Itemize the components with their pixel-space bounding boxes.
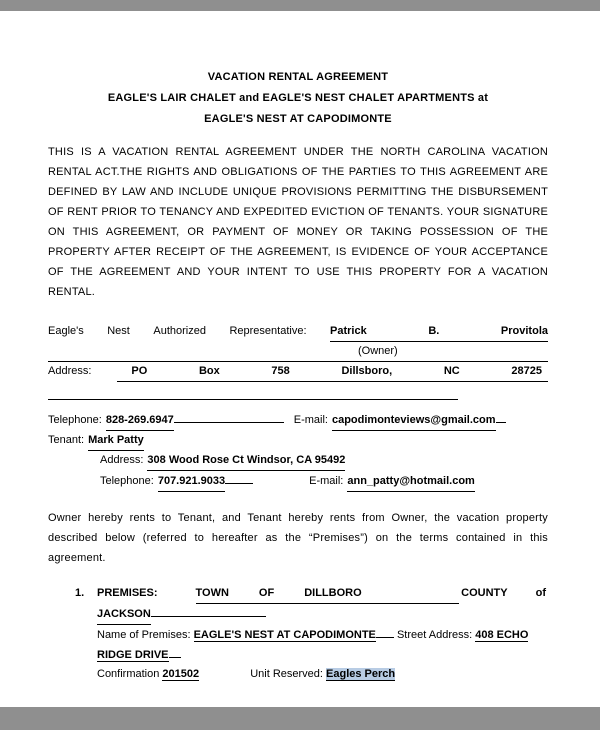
premises-county-value: JACKSON xyxy=(97,605,151,625)
tenant-name-value: Mark Patty xyxy=(88,431,144,451)
tenant-email-label: E-mail: xyxy=(309,475,344,487)
owner-caption-line xyxy=(48,342,548,362)
rents-paragraph: Owner hereby rents to Tenant, and Tenant hereby rents from Owner, the vacation property described below (referred to hereafter as the “Premises”) on the terms contained in this agreement. xyxy=(48,512,548,564)
doc-title-line-1: VACATION RENTAL AGREEMENT xyxy=(207,71,389,83)
document-page xyxy=(0,11,600,707)
premises-town-word: TOWN xyxy=(195,587,229,599)
premises-town-word: OF xyxy=(258,587,275,599)
owner-phone-value: 828-269.6947 xyxy=(106,411,174,431)
owner-phone-label: Telephone: xyxy=(48,414,102,426)
unit-reserved-label: Unit Reserved: xyxy=(250,668,323,680)
confirmation-value: 201502 xyxy=(162,668,200,680)
premises-name-value: EAGLE'S NEST AT CAPODIMONTE xyxy=(193,629,376,641)
premises-name-label: Name of Premises: xyxy=(97,629,191,641)
owner-rep-word: Nest xyxy=(107,325,130,337)
phone-blank-underline xyxy=(174,410,284,423)
owner-name-field xyxy=(330,322,548,342)
tenant-phone-value: 707.921.9033 xyxy=(158,472,225,492)
tenant-address-line xyxy=(100,451,548,471)
unit-reserved-value: Eagles Perch xyxy=(326,668,396,680)
owner-address-word: 28725 xyxy=(511,365,542,377)
owner-address-field xyxy=(117,362,548,382)
premises-town-word: DILLBORO xyxy=(304,587,362,599)
premises-town-field xyxy=(196,584,460,604)
premises-county-label: COUNTY xyxy=(461,587,508,599)
tenant-phone-label: Telephone: xyxy=(100,475,154,487)
owner-address-word: Dillsboro, xyxy=(341,365,393,377)
tenant-address-label: Address: xyxy=(100,454,144,466)
intro-paragraph: THIS IS A VACATION RENTAL AGREEMENT UNDER THE NORTH CAROLINA VACATION RENTAL ACT.THE RIGHTS AND OBLIGATIONS OF THE PARTIES TO THIS AGREEMENT ARE DEFINED BY LAW AND INCLUDE UNIQUE PROVISIONS PERMITTING THE DISBURSEMENT OF RENT PRIOR TO TENANCY AND EXPEDITED EVICTION OF TENANTS. YOUR SIGNATURE ON THIS AGREEMENT, OR PAYMENT OF MONEY OR TAKING POSSESSION OF THE PROPERTY AFTER RECEIPT OF THE AGREEMENT, IS EVIDENCE OF YOUR ACCEPTANCE OF THE AGREEMENT AND YOUR INTENT TO USE THIS PROPERTY FOR A VACATION RENTAL. xyxy=(48,146,548,298)
tenant-address-value: 308 Wood Rose Ct Windsor, CA 95492 xyxy=(147,451,345,471)
owner-email-label: E-mail: xyxy=(293,414,328,426)
premises-name-street-line xyxy=(97,625,548,665)
owner-address-word: Box xyxy=(198,365,220,377)
tenant-line xyxy=(48,431,548,451)
confirmation-label: Confirmation xyxy=(97,668,160,680)
premises-number: 1. xyxy=(75,587,85,599)
owner-address-line xyxy=(48,362,548,382)
owner-rep-word: Representative: xyxy=(229,325,307,337)
premises-county-line xyxy=(97,604,548,625)
owner-contact-line xyxy=(48,410,548,431)
street-address-value: 408 ECHO RIDGE DRIVE xyxy=(97,629,529,661)
tenant-contact-line xyxy=(100,471,548,492)
owner-address-word: 758 xyxy=(271,365,290,377)
owner-address-label: Address: xyxy=(48,365,92,377)
owner-caption: (Owner) xyxy=(358,345,398,357)
owner-email-value: capodimonteviews@gmail.com xyxy=(332,411,496,431)
tenant-label: Tenant: xyxy=(48,434,85,446)
county-blank-underline xyxy=(151,604,266,617)
owner-address-word: PO xyxy=(131,365,148,377)
street-address-label: Street Address: xyxy=(396,629,473,641)
tenant-phone-blank-underline xyxy=(225,471,253,484)
owner-name-word: Patrick xyxy=(330,325,367,337)
owner-rep-word: Authorized xyxy=(153,325,206,337)
owner-rep-word: Eagle's xyxy=(48,325,84,337)
address-blank-underline xyxy=(48,382,458,400)
town-blank-underline xyxy=(392,584,460,603)
street-blank-underline xyxy=(169,645,181,658)
premises-county-of: of xyxy=(535,587,546,599)
owner-name-word: Provitola xyxy=(500,325,548,337)
tenant-email-value: ann_patty@hotmail.com xyxy=(347,472,474,492)
doc-title-line-3: EAGLE'S NEST AT CAPODIMONTE xyxy=(204,113,392,125)
premises-heading: PREMISES: xyxy=(97,587,158,599)
owner-address-word: NC xyxy=(443,365,460,377)
owner-representative-line xyxy=(48,322,548,342)
owner-name-word: B. xyxy=(428,325,440,337)
premises-heading-line xyxy=(48,584,548,604)
name-blank-underline xyxy=(376,625,394,638)
doc-title-line-2: EAGLE'S LAIR CHALET and EAGLE'S NEST CHALET APARTMENTS at xyxy=(107,92,489,104)
confirmation-line xyxy=(97,665,548,684)
email-blank-underline xyxy=(496,410,506,423)
